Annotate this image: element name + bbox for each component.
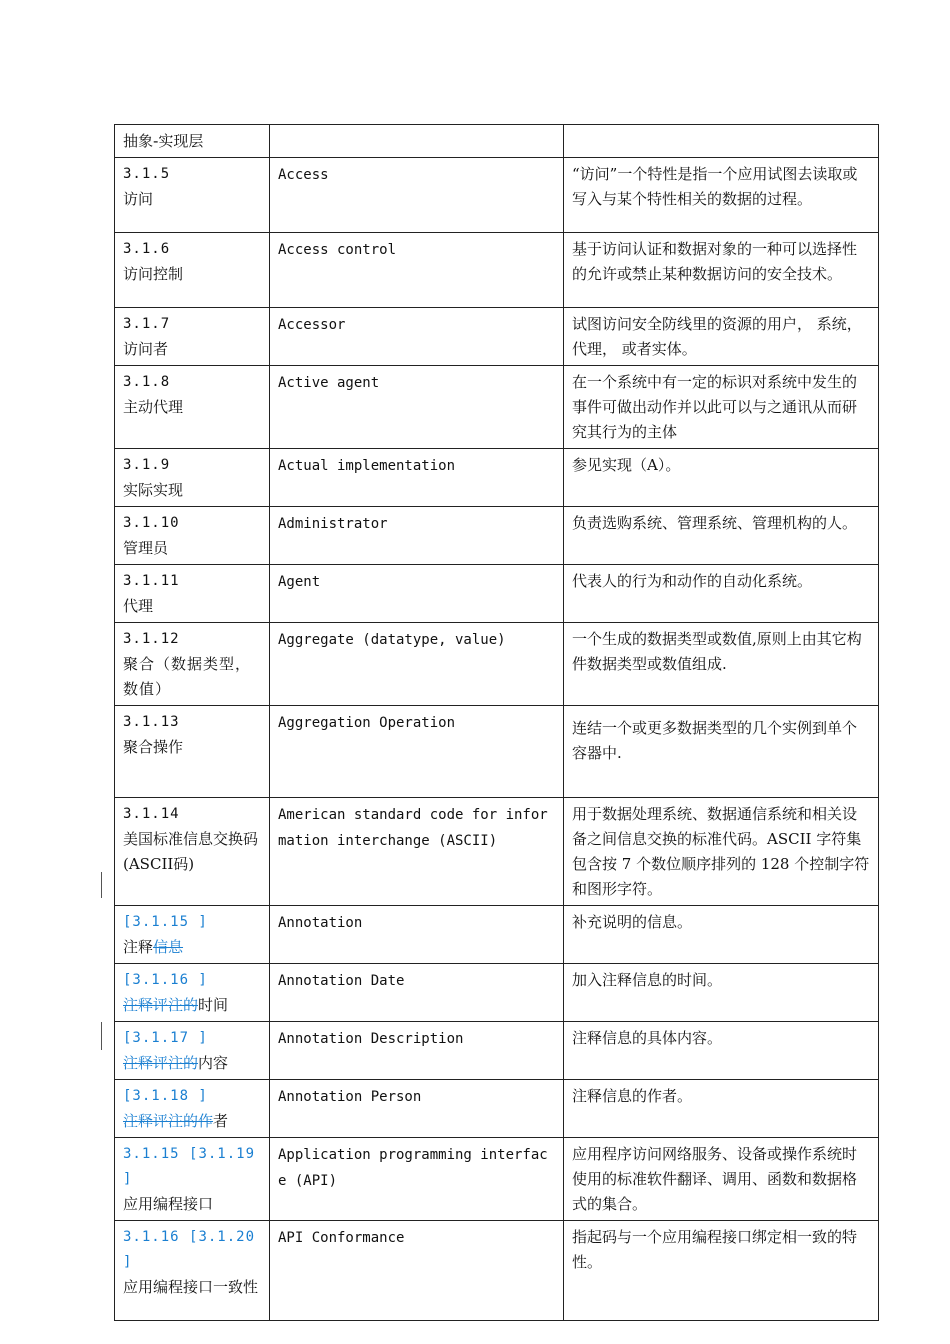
term-number-cell (115, 1138, 270, 1221)
terms-table (114, 124, 879, 1321)
term-number: 3.1.7 (123, 316, 171, 332)
term-number-cell (115, 906, 270, 964)
table-header-row (115, 125, 879, 158)
term-number-old: 3.1.16 (123, 1229, 180, 1245)
term-number: 3.1.6 (123, 241, 171, 257)
term-chinese: 应用编程接口 (123, 1195, 214, 1213)
term-english: Access control (278, 242, 397, 258)
term-definition-cell (564, 964, 879, 1022)
term-number-cell (115, 964, 270, 1022)
term-definition: 加入注释信息的时间。 (572, 971, 723, 989)
term-number-cell (115, 507, 270, 565)
term-number: 3.1.8 (123, 374, 171, 390)
term-definition-cell (564, 623, 879, 706)
term-definition: 用于数据处理系统、数据通信系统和相关设备之间信息交换的标准代码。ASCII 字符集包含按 7 个数位顺序排列的 128 个控制字符和图形字符。 (572, 805, 870, 898)
term-chinese: 实际实现 (123, 481, 184, 499)
term-english: Annotation (278, 915, 363, 931)
term-definition: 代表人的行为和动作的自动化系统。 (572, 572, 813, 590)
term-number: 3.1.10 (123, 515, 180, 531)
term-number-cell (115, 233, 270, 308)
term-english: Annotation Description (278, 1031, 464, 1047)
table-row (115, 706, 879, 798)
table-row (115, 366, 879, 449)
term-definition-cell (564, 1080, 879, 1138)
term-definition-cell (564, 1138, 879, 1221)
table-row (115, 623, 879, 706)
table-row (115, 964, 879, 1022)
term-chinese: 应用编程接口一致性 (123, 1278, 259, 1296)
term-number-cell (115, 449, 270, 507)
term-definition: 连结一个或更多数据类型的几个实例到单个容器中. (572, 719, 858, 762)
term-english-cell (270, 507, 564, 565)
term-chinese: 代理 (123, 597, 154, 615)
term-definition-cell (564, 507, 879, 565)
term-definition-cell (564, 1022, 879, 1080)
term-english: Access (278, 167, 329, 183)
term-chinese: 访问者 (123, 340, 169, 358)
term-definition: 注释信息的作者。 (572, 1087, 693, 1105)
term-english-cell (270, 233, 564, 308)
term-english: Aggregate (datatype, value) (278, 632, 506, 648)
table-row (115, 158, 879, 233)
term-number-revised: [3.1.15 ] (123, 914, 208, 930)
term-english: Annotation Date (278, 973, 405, 989)
term-definition-cell (564, 798, 879, 906)
term-chinese: 者 (213, 1112, 229, 1130)
term-definition-cell (564, 565, 879, 623)
term-chinese-deleted: 注释评注的 (123, 996, 199, 1014)
term-chinese: 时间 (198, 996, 229, 1014)
header-cell-empty (564, 125, 879, 158)
term-english-cell (270, 798, 564, 906)
term-english-cell (270, 1221, 564, 1321)
term-number: 3.1.9 (123, 457, 171, 473)
term-english: Annotation Person (278, 1089, 422, 1105)
table-row (115, 1080, 879, 1138)
term-definition: 一个生成的数据类型或数值,原则上由其它构件数据类型或数值组成. (572, 630, 862, 673)
term-definition-cell (564, 366, 879, 449)
term-english-cell (270, 706, 564, 798)
term-chinese: 注释 (123, 938, 154, 956)
term-english-cell (270, 623, 564, 706)
term-definition: 注释信息的具体内容。 (572, 1029, 723, 1047)
term-number-cell (115, 565, 270, 623)
table-row (115, 906, 879, 964)
term-definition: “访问”一个特性是指一个应用试图去读取或写入与某个特性相关的数据的过程。 (572, 165, 858, 208)
term-definition: 参见实现（A）。 (572, 456, 681, 474)
term-number-cell (115, 623, 270, 706)
term-english-cell (270, 449, 564, 507)
term-number-cell (115, 308, 270, 366)
revision-change-bar (101, 1022, 102, 1050)
table-row (115, 798, 879, 906)
table-row (115, 449, 879, 507)
table-row (115, 565, 879, 623)
term-number: 3.1.5 (123, 166, 171, 182)
term-chinese: 美国标准信息交换码(ASCII码) (123, 830, 259, 873)
term-chinese-deleted: 注释评注的作 (123, 1112, 214, 1130)
term-number-cell (115, 158, 270, 233)
term-number-old: 3.1.15 (123, 1146, 180, 1162)
term-definition-cell (564, 906, 879, 964)
term-chinese: 聚合（数据类型，数值） (123, 655, 252, 698)
term-chinese: 内容 (198, 1054, 229, 1072)
term-english: Application programming interface (API) (278, 1147, 548, 1189)
term-chinese: 聚合操作 (123, 738, 184, 756)
term-definition-cell (564, 158, 879, 233)
term-number-cell (115, 1221, 270, 1321)
term-number: 3.1.11 (123, 573, 180, 589)
term-definition-cell (564, 449, 879, 507)
header-cell-empty (270, 125, 564, 158)
table-row (115, 1138, 879, 1221)
term-number-cell (115, 1022, 270, 1080)
term-definition-cell (564, 1221, 879, 1321)
term-number-cell (115, 366, 270, 449)
term-english: Administrator (278, 516, 388, 532)
term-number-cell (115, 706, 270, 798)
term-english-cell (270, 158, 564, 233)
term-number-cell (115, 1080, 270, 1138)
term-english-cell (270, 964, 564, 1022)
term-number: 3.1.14 (123, 806, 180, 822)
term-definition: 负责选购系统、管理系统、管理机构的人。 (572, 514, 858, 532)
term-number-revised: [3.1.16 ] (123, 972, 208, 988)
term-english: API Conformance (278, 1230, 405, 1246)
term-english-cell (270, 565, 564, 623)
term-definition: 补充说明的信息。 (572, 913, 693, 931)
term-number-cell (115, 798, 270, 906)
term-definition: 在一个系统中有一定的标识对系统中发生的事件可做出动作并以此可以与之通讯从而研究其行为的主体 (572, 373, 858, 441)
term-chinese: 访问控制 (123, 265, 184, 283)
term-english: Aggregation Operation (278, 715, 456, 731)
term-english: Accessor (278, 317, 346, 333)
term-definition: 试图访问安全防线里的资源的用户， 系统，代理， 或者实体。 (572, 315, 862, 358)
term-number-revised: [3.1.18 ] (123, 1088, 208, 1104)
table-row (115, 507, 879, 565)
term-definition-cell (564, 706, 879, 798)
term-english: Active agent (278, 375, 380, 391)
table-row (115, 233, 879, 308)
term-chinese-deleted: 信息 (153, 938, 184, 956)
term-definition: 基于访问认证和数据对象的一种可以选择性的允许或禁止某种数据访问的安全技术。 (572, 240, 858, 283)
revision-change-bar (101, 872, 102, 898)
term-english-cell (270, 1080, 564, 1138)
term-english: American standard code for information interchange (ASCII) (278, 807, 548, 849)
term-definition: 应用程序访问网络服务、设备或操作系统时使用的标准软件翻译、调用、函数和数据格式的集合。 (572, 1145, 858, 1213)
term-chinese: 主动代理 (123, 398, 184, 416)
table-row (115, 308, 879, 366)
term-number-revised: [3.1.19 ] (123, 1146, 256, 1187)
term-number-revised: [3.1.17 ] (123, 1030, 208, 1046)
term-number: 3.1.12 (123, 631, 180, 647)
section-heading: 抽象-实现层 (115, 125, 270, 158)
term-chinese: 管理员 (123, 539, 169, 557)
term-chinese: 访问 (123, 190, 154, 208)
term-english-cell (270, 366, 564, 449)
term-english-cell (270, 308, 564, 366)
term-chinese-deleted: 注释评注的 (123, 1054, 199, 1072)
term-english-cell (270, 1022, 564, 1080)
term-english: Actual implementation (278, 458, 456, 474)
term-definition: 指起码与一个应用编程接口绑定相一致的特性。 (572, 1228, 858, 1271)
term-number-revised: [3.1.20 ] (123, 1229, 256, 1270)
term-number: 3.1.13 (123, 714, 180, 730)
table-row (115, 1022, 879, 1080)
term-definition-cell (564, 233, 879, 308)
term-english-cell (270, 1138, 564, 1221)
term-definition-cell (564, 308, 879, 366)
term-english: Agent (278, 574, 321, 590)
table-row (115, 1221, 879, 1321)
term-english-cell (270, 906, 564, 964)
